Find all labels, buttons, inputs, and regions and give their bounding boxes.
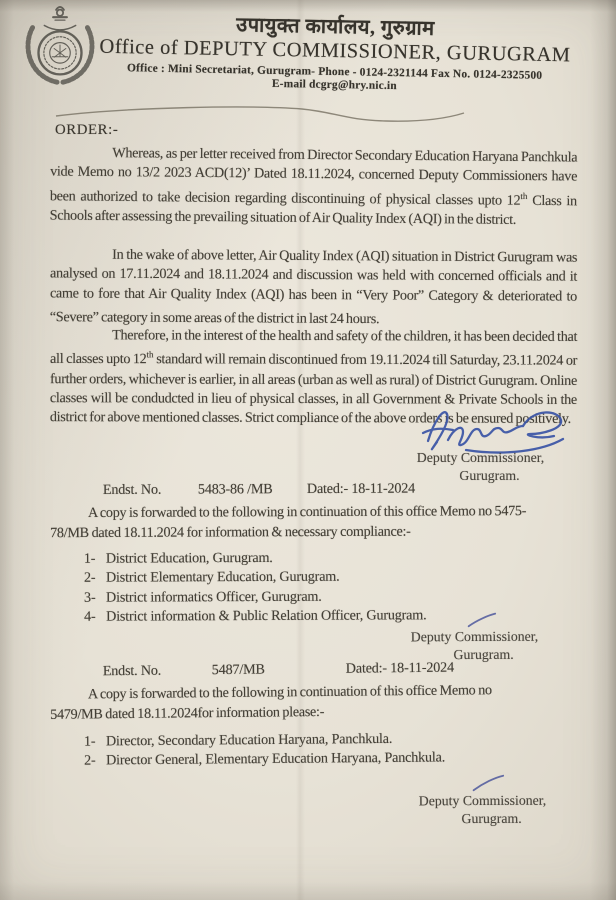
order-heading: ORDER:-	[55, 122, 119, 138]
list-item-number: 2-	[83, 569, 96, 587]
list-item-number: 3-	[84, 589, 96, 606]
signatory-block-2	[392, 612, 557, 664]
signatory-block-3	[400, 774, 565, 828]
list-item	[84, 548, 426, 569]
list-item-text: District informatics Officer, Gurugram.	[106, 588, 322, 606]
paragraph-text: Therefore, in the interest of the health and safety of the children, it has been decided that all classes upto 12	[50, 327, 578, 368]
recipient-list-1	[84, 548, 427, 627]
signatory-place: Gurugram.	[459, 467, 520, 483]
list-item	[84, 749, 445, 771]
list-item-text: Director, Secondary Education Haryana, Panchkula.	[105, 730, 393, 750]
office-title-english: Office of DEPUTY COMMISSIONER, GURUGRAM	[99, 35, 571, 67]
list-item-number: 1-	[83, 550, 96, 567]
copy-forward-line-1: A copy is forwarded to the following in continuation of this office Memo no 5475-	[87, 503, 527, 522]
superscript-ordinal: th	[520, 190, 528, 201]
haryana-emblem-icon	[16, 4, 104, 90]
paragraph-text: Whereas, as per letter received from Director Secondary Education Haryana Panchkula vide Memo no 13/2 2023 ACD(12)’ Dated 18.11.2024, concerned Deputy Commissioners have been authorized to take decision regarding discontinuing of physical classes upto 12	[49, 145, 578, 209]
office-title-hindi: उपायुक्त कार्यालय, गुरुग्राम	[236, 14, 435, 40]
endst-date: Dated:- 18-11-2024	[306, 480, 416, 498]
order-paragraph-1	[50, 143, 578, 230]
endst-number: 5487/MB	[211, 661, 265, 679]
list-item	[84, 587, 426, 608]
list-item-text: District information & Public Relation Officer, Gurugram.	[106, 607, 427, 625]
signatory-place: Gurugram.	[453, 646, 514, 662]
endorsement-1	[50, 480, 590, 543]
signatory-title: Deputy Commissioner,	[410, 628, 539, 645]
list-item-number: 2-	[84, 752, 96, 769]
recipient-list-2	[84, 729, 445, 771]
list-item	[84, 606, 426, 627]
office-address-line: Office : Mini Secretariat, Gurugram- Phone - 0124-2321144 Fax No. 0124-2325500	[126, 62, 543, 82]
list-item-number: 1-	[83, 733, 96, 750]
signatory-title: Deputy Commissioner,	[416, 450, 545, 465]
paragraph-text: In the wake of above letter, Air Quality Index (AQI) situation in District Gurugram was analysed on 17.11.2024 and 18.11.2024 and discussion was held with concerned officials and it came to fore that Air Quality Index (AQI) has been in “Very Poor” Category & deteriorated to “Severe” category in some areas of the district in last 24 hours.	[49, 246, 578, 328]
signatory-title: Deputy Commissioner,	[418, 792, 547, 809]
letterhead	[94, 8, 575, 96]
endst-date: Dated:- 18-11-2024	[345, 659, 455, 677]
endst-label: Endst. No.	[102, 662, 162, 680]
endst-label: Endst. No.	[102, 481, 162, 498]
office-email-line: E-mail dcgrg@hry.nic.in	[271, 77, 397, 93]
superscript-ordinal: th	[146, 349, 154, 360]
copy-forward-line-1: A copy is forwarded to the following in continuation of this office Memo no	[87, 682, 492, 703]
order-paragraph-2	[50, 245, 577, 331]
signatory-place: Gurugram.	[461, 810, 522, 826]
list-item-text: District Elementary Education, Gurugram.	[105, 568, 340, 586]
copy-forward-line-2: 78/MB dated 18.11.2024 for information & necessary compliance:-	[50, 523, 411, 542]
list-item-text: Director General, Elementary Education Haryana, Panchkula.	[106, 749, 446, 769]
endst-number: 5483-86 /MB	[197, 481, 273, 498]
signatory-block-1	[398, 449, 563, 484]
signature-stroke-icon	[464, 612, 500, 628]
copy-forward-line-2: 5479/MB dated 18.11.2024for information please:-	[50, 703, 325, 723]
list-item-number: 4-	[84, 608, 96, 625]
list-item	[84, 568, 426, 589]
signature-stroke-icon	[468, 774, 508, 792]
paragraph-text: Class in Schools after assessing the prevailing situation of Air Quality Index (AQI) in the district.	[49, 192, 577, 228]
endorsement-2	[50, 658, 591, 725]
list-item-text: District Education, Gurugram.	[105, 549, 273, 567]
endorsement-1-header-row	[50, 480, 590, 503]
paragraph-text: standard will remain discontinued from 19.11.2024 till Saturday, 23.11.2024 or further orders, whichever is earlier, in all areas (urban as well as rural) of District Gurugram. Online classes will be condudcted in lieu of physical classes, in all Government & Private Schools in the district for above mentioned classes. Strict compliance of the above orders is be ensured positively.	[49, 351, 578, 428]
